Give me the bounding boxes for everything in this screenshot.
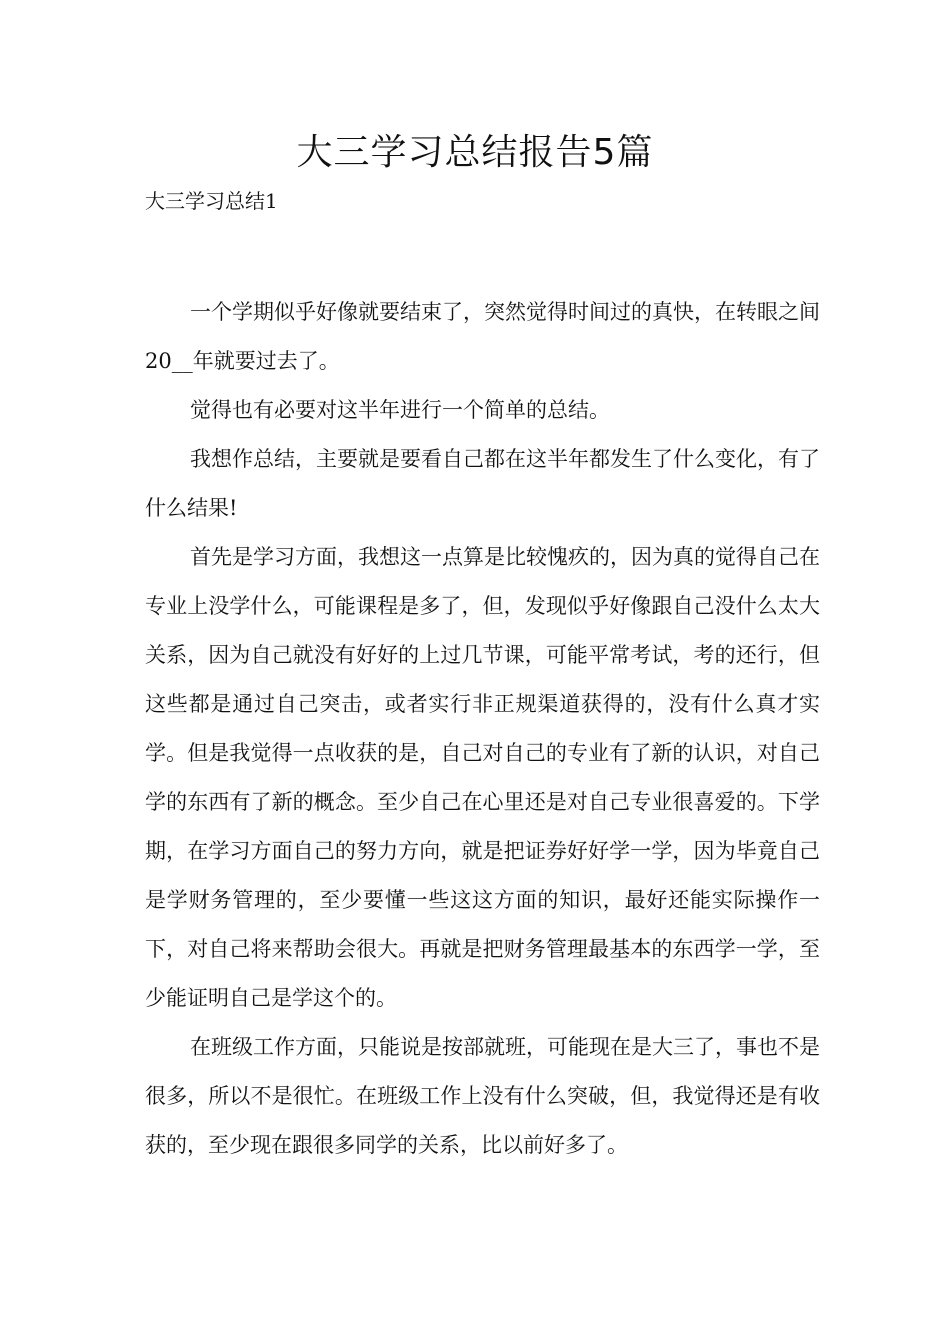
paragraph: 在班级工作方面，只能说是按部就班，可能现在是大三了，事也不是很多，所以不是很忙。在班级工作上没有什么突破，但，我觉得还是有收获的，至少现在跟很多同学的关系，比以前好多了。 xyxy=(145,1035,820,1157)
section-heading: 大三学习总结1 xyxy=(145,189,278,213)
paragraph: 我想作总结，主要就是要看自己都在这半年都发生了什么变化，有了什么结果! xyxy=(145,447,820,520)
paragraph: 一个学期似乎好像就要结束了，突然觉得时间过的真快，在转眼之间20__年就要过去了。 xyxy=(145,300,820,373)
document-title: 大三学习总结报告5篇 xyxy=(296,132,654,173)
paragraph: 觉得也有必要对这半年进行一个简单的总结。 xyxy=(190,398,610,422)
paragraph: 首先是学习方面，我想这一点算是比较愧疚的，因为真的觉得自己在专业上没学什么，可能课程是多了，但，发现似乎好像跟自己没什么太大关系，因为自己就没有好好的上过几节课，可能平常考试，考的还行，但这些都是通过自己突击，或者实行非正规渠道获得的，没有什么真才实学。但是我觉得一点收获的是，自己对自己的专业有了新的认识，对自己学的东西有了新的概念。至少自己在心里还是对自己专业很喜爱的。下学期，在学习方面自己的努力方向，就是把证券好好学一学，因为毕竟自己是学财务管理的，至少要懂一些这这方面的知识，最好还能实际操作一下，对自己将来帮助会很大。再就是把财务管理最基本的东西学一学，至少能证明自己是学这个的。 xyxy=(145,545,820,1010)
document-body xyxy=(145,288,820,1170)
